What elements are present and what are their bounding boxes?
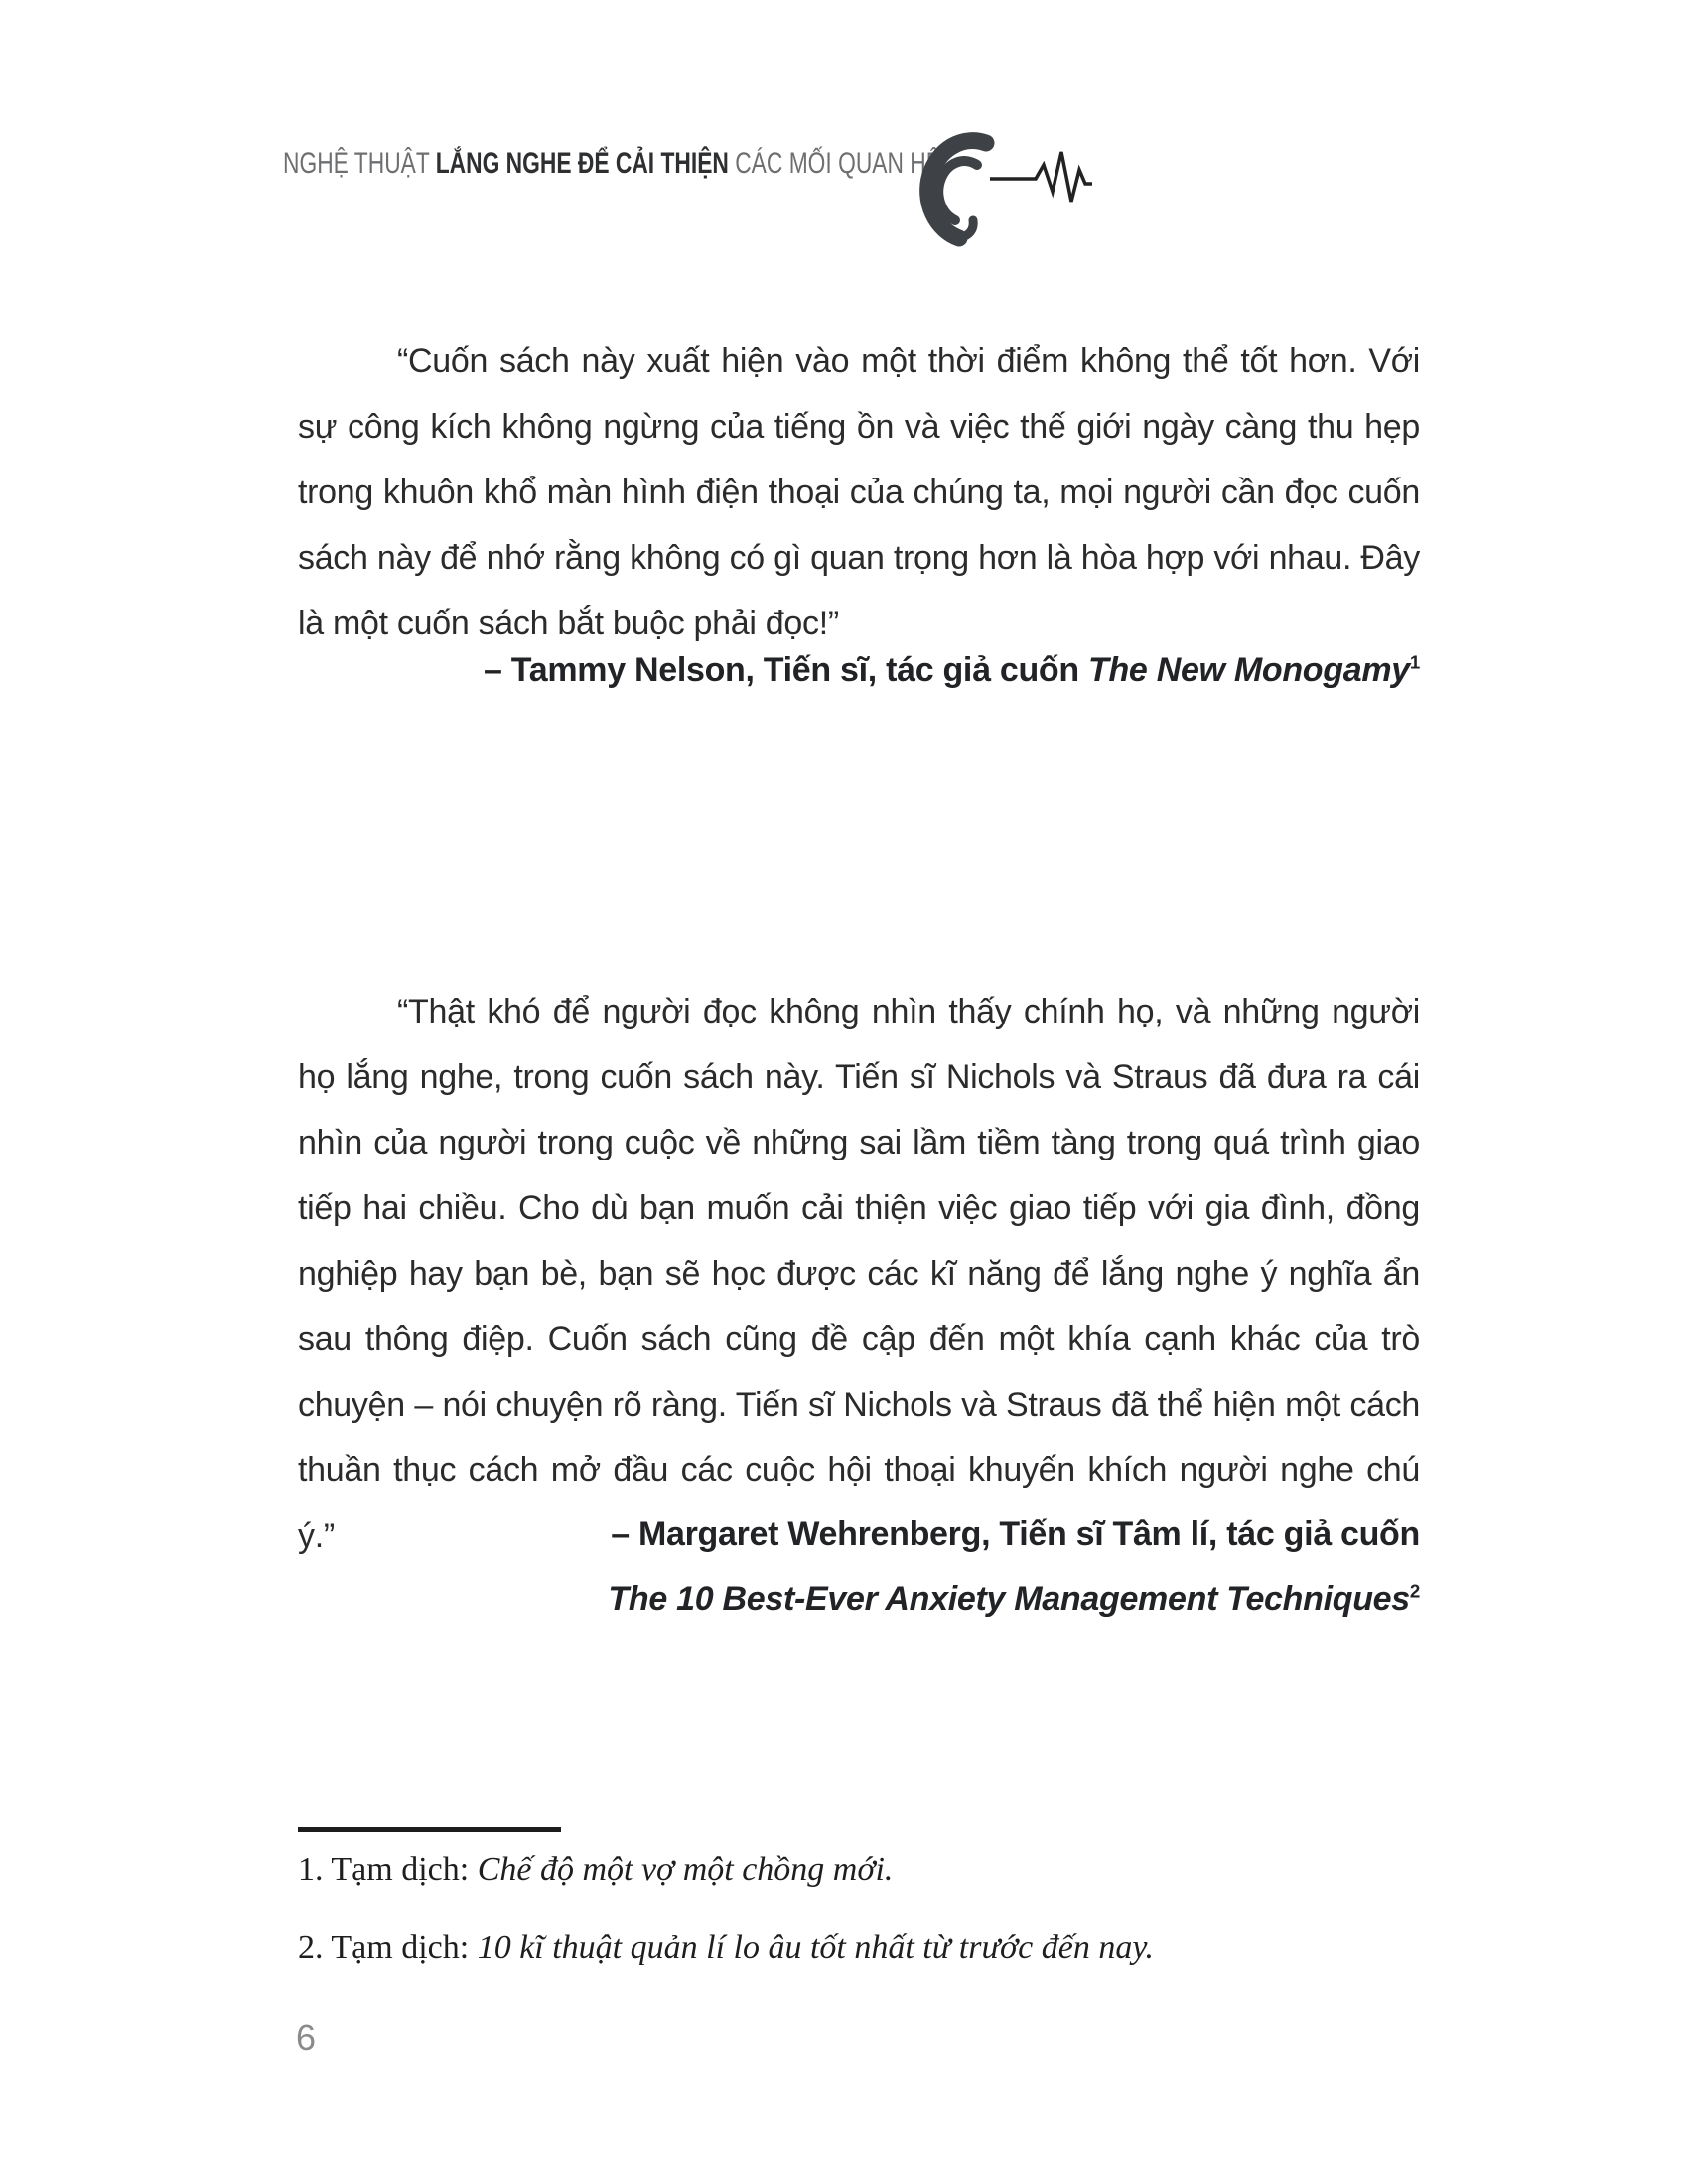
footnote-divider: [298, 1827, 561, 1832]
quote-paragraph-2: “Thật khó để người đọc không nhìn thấy chính họ, và những người họ lắng nghe, trong cuốn sách này. Tiến sĩ Nichols và Straus đã đưa ra cái nhìn của người trong cuộc về những sai lầm tiềm tàng trong quá trình giao tiếp hai chiều. Cho dù bạn muốn cải thiện việc giao tiếp với gia đình, đồng nghiệp hay bạn bè, bạn sẽ học được các kĩ năng để lắng nghe ý nghĩa ẩn sau thông điệp. Cuốn sách cũng đề cập đến một khía cạnh khác của trò chuyện – nói chuyện rõ ràng. Tiến sĩ Nichols và Straus đã thể hiện một cách thuần thục cách mở đầu các cuộc hội thoại khuyến khích người nghe chú ý.”: [298, 993, 1420, 1555]
running-header: [283, 147, 962, 181]
book-title: The New Monogamy: [1088, 651, 1410, 689]
attribution-prefix: – Tammy Nelson, Tiến sĩ, tác giả cuốn: [484, 651, 1088, 689]
header-segment: CÁC MỐI QUAN HỆ: [735, 147, 941, 180]
header-segment: ĐỂ: [577, 147, 616, 180]
quote-attribution-1: [298, 637, 1420, 703]
header-segment: NGHỆ THUẬT: [283, 147, 436, 180]
page-number: 6: [296, 2017, 317, 2058]
footnote-marker: 1: [1409, 651, 1420, 673]
ear-soundwave-icon: [894, 117, 1092, 266]
footnote-text: Chế độ một vợ một chồng mới.: [477, 1851, 894, 1888]
footnote-1: [298, 1848, 1430, 1892]
footnote-label: 2. Tạm dịch:: [298, 1929, 478, 1966]
quote-paragraph-1: “Cuốn sách này xuất hiện vào một thời điểm không thể tốt hơn. Với sự công kích không ngừng của tiếng ồn và việc thế giới ngày càng thu hẹp trong khuôn khổ màn hình điện thoại của chúng ta, mọi người cần đọc cuốn sách này để nhớ rằng không có gì quan trọng hơn là hòa hợp với nhau. Đây là một cuốn sách bắt buộc phải đọc!”: [298, 342, 1420, 642]
quote-attribution-2: [298, 1501, 1420, 1632]
attribution-prefix: – Margaret Wehrenberg, Tiến sĩ Tâm lí, tác giả cuốn: [611, 1515, 1420, 1553]
book-title: The 10 Best-Ever Anxiety Management Techniques: [608, 1580, 1410, 1618]
footnote-text: 10 kĩ thuật quản lí lo âu tốt nhất từ trước đến nay.: [477, 1929, 1155, 1966]
footnote-label: 1. Tạm dịch:: [298, 1851, 478, 1888]
header-segment: LẮNG NGHE: [435, 147, 578, 180]
header-segment: CẢI THIỆN: [615, 147, 736, 180]
footnote-marker: 2: [1409, 1580, 1420, 1602]
footnote-2: [298, 1926, 1430, 1970]
